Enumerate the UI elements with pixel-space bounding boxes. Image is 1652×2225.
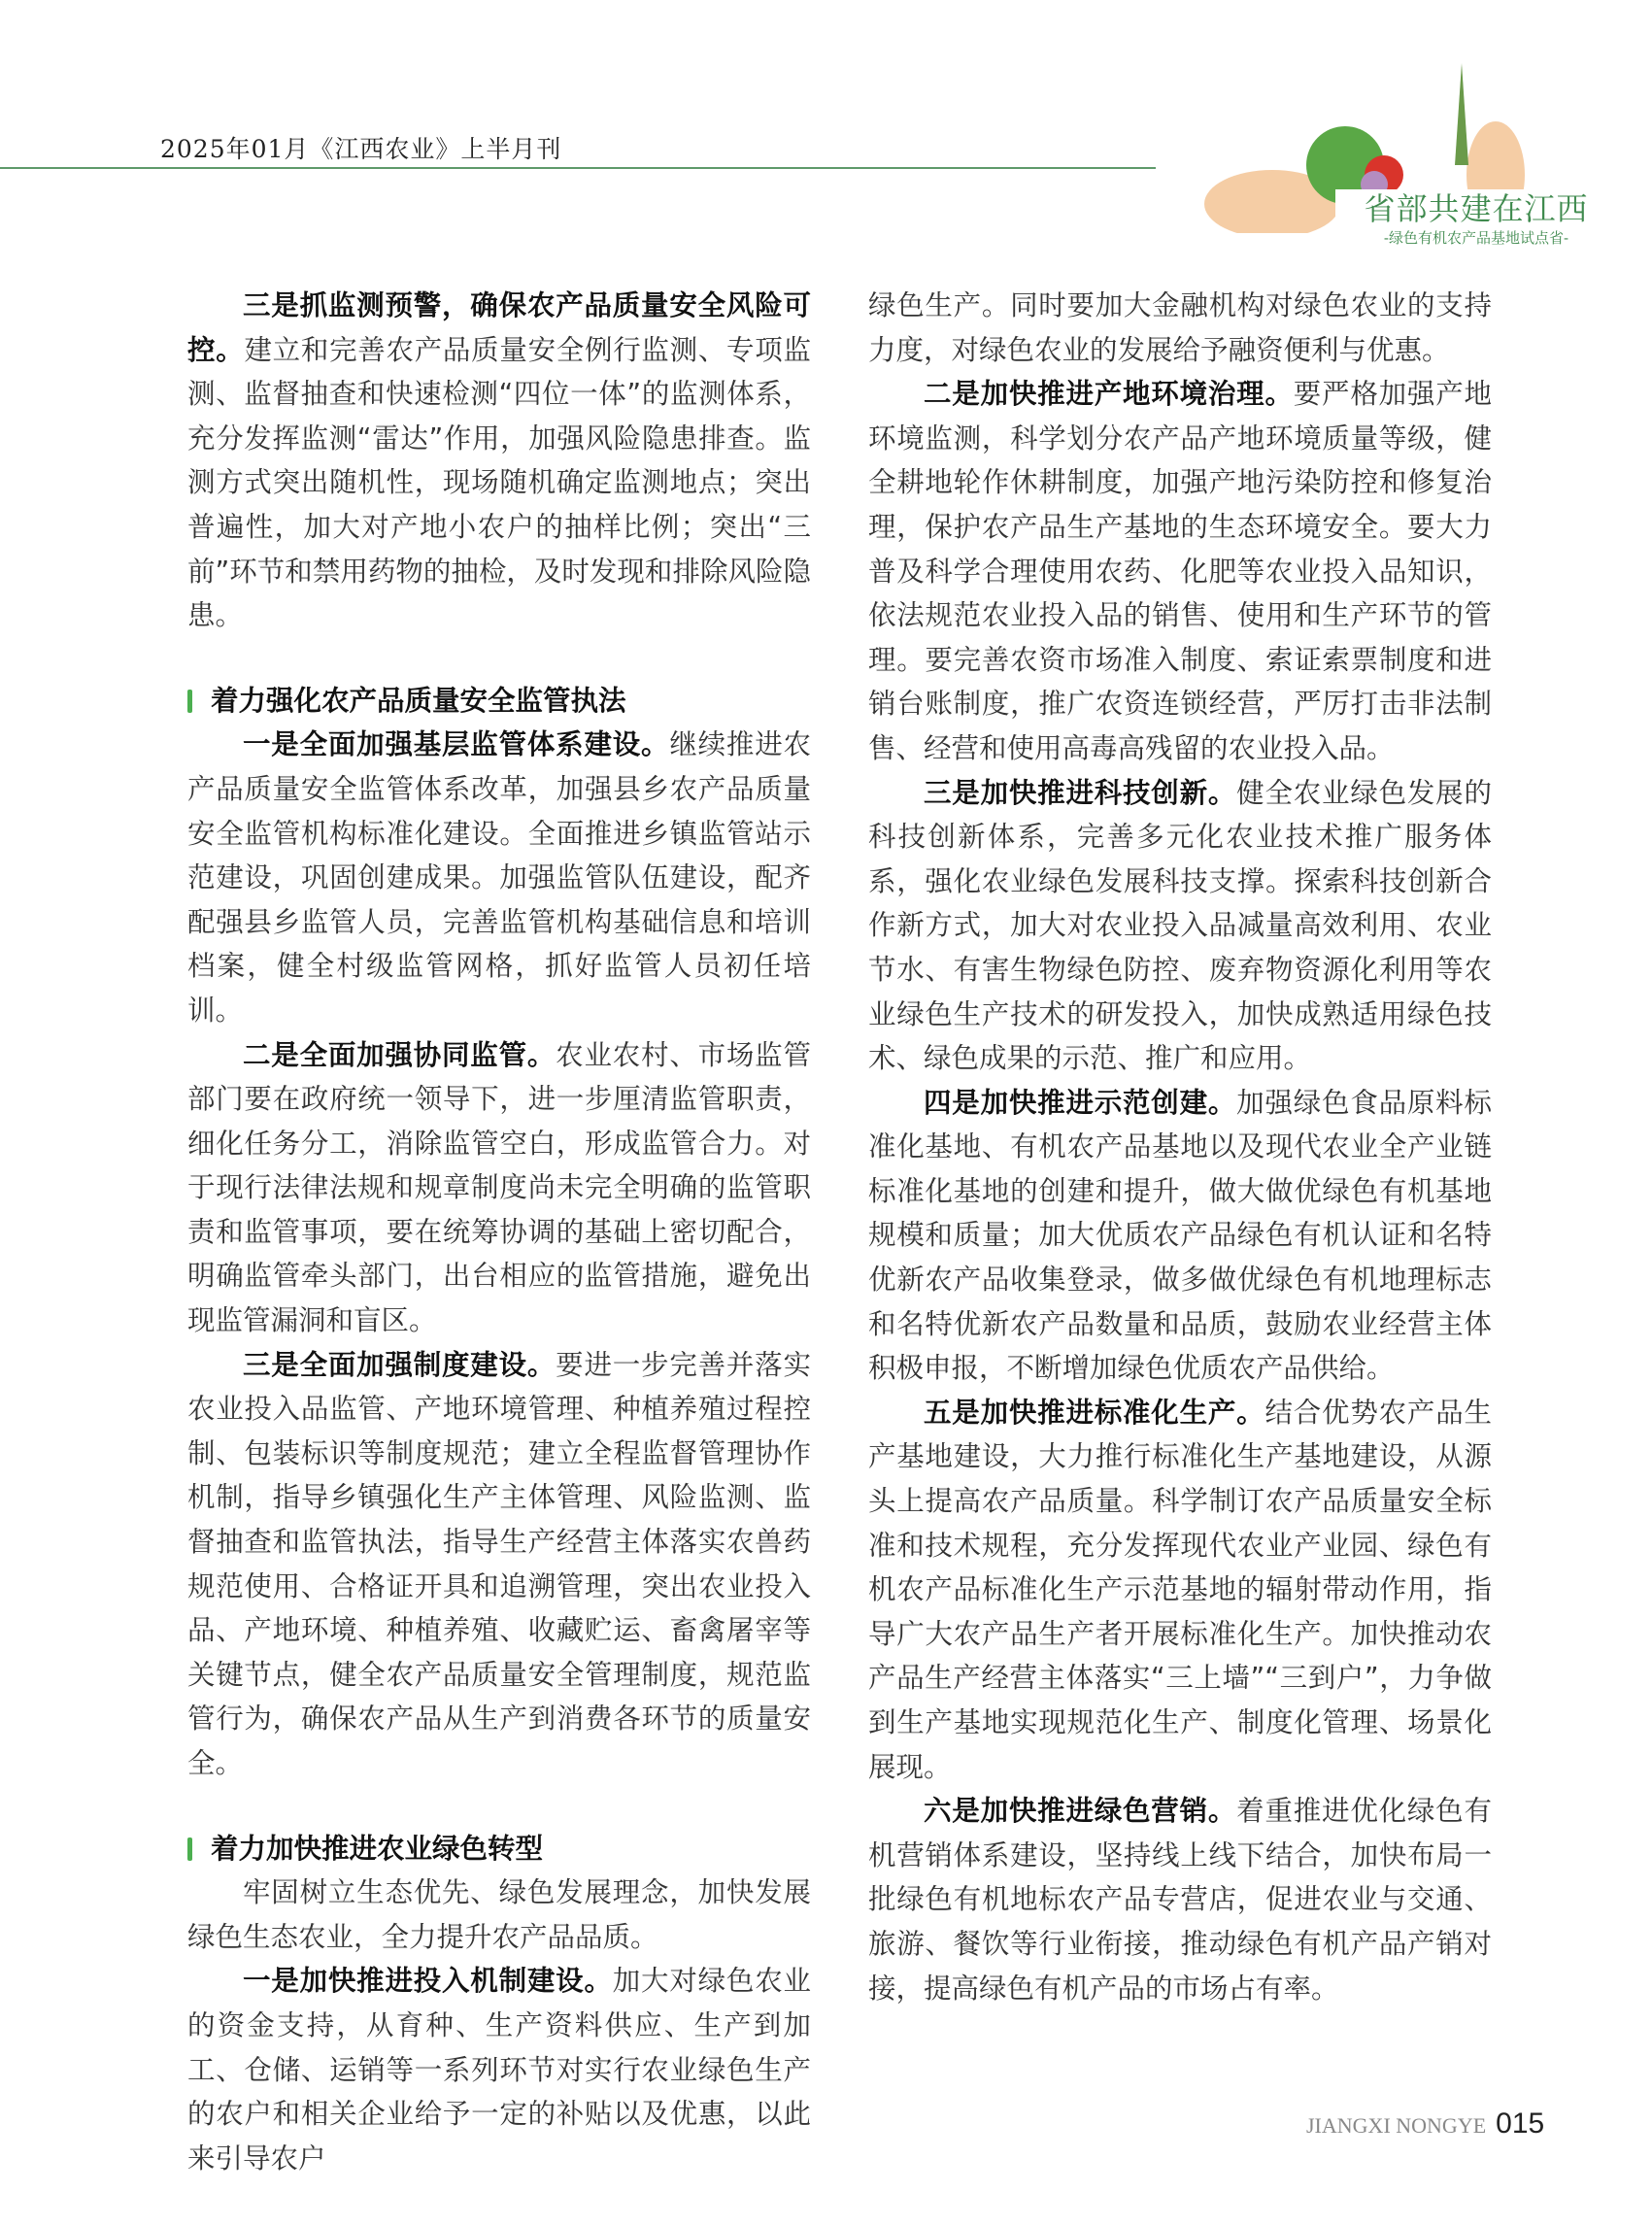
paragraph-lead: 三是抓监测预警，确保农产品质量安全风险可控。: [187, 289, 811, 366]
left-column: [187, 284, 811, 2180]
page-number: 015: [1496, 2107, 1545, 2140]
paragraph: [868, 372, 1492, 770]
paragraph: [187, 1871, 811, 1959]
paragraph-body: 要进一步完善并落实农业投入品监管、产地环境管理、种植养殖过程控制、包装标识等制度规范；建立全程监督管理协作机制，指导乡镇强化生产主体管理、风险监测、监督抽查和监管执法，指导生产经营主体落实农兽药规范使用、合格证开具和追溯管理，突出农业投入品、产地环境、种植养殖、收藏贮运、畜禽屠宰等关键节点，健全农产品质量安全管理制度，规范监管行为，确保农产品从生产到消费各环节的质量安全。: [187, 1348, 811, 1779]
header-divider: [0, 167, 1156, 169]
paragraph-body: 着重推进优化绿色有机营销体系建设，坚持线上线下结合，加快布局一批绿色有机地标农产品专营店，促进农业与交通、旅游、餐饮等行业衔接，推动绿色有机产品产销对接，提高绿色有机产品的市场占有率。: [868, 1795, 1492, 2005]
paragraph-lead: 三是全面加强制度建设。: [243, 1348, 556, 1381]
column-logo: [1127, 58, 1589, 247]
paragraph: [868, 284, 1492, 372]
paragraph: [187, 723, 811, 1032]
section-heading: 着力强化农产品质量安全监管执法: [187, 679, 811, 724]
magazine-name: JIANGXI NONGYE: [1306, 2113, 1487, 2138]
paragraph-body: 牢固树立生态优先、绿色发展理念，加快发展绿色生态农业，全力提升农产品品质。: [187, 1876, 811, 1953]
paragraph: [187, 1033, 811, 1343]
paragraph-lead: 三是加快推进科技创新。: [924, 776, 1237, 809]
issue-header: 2025年01月《江西农业》上半月刊: [160, 135, 562, 163]
paragraph-body: 农业农村、市场监管部门要在政府统一领导下，进一步厘清监管职责，细化任务分工，消除监管空白，形成监管合力。对于现行法律法规和规章制度尚未完全明确的监管职责和监管事项，要在统筹协调的基础上密切配合，明确监管牵头部门，出台相应的监管措施，避免出现监管漏洞和盲区。: [187, 1038, 811, 1337]
paragraph: [868, 771, 1492, 1081]
paragraph-lead: 四是加快推进示范创建。: [924, 1086, 1237, 1119]
right-column: [868, 284, 1492, 2010]
paragraph-body: 健全农业绿色发展的科技创新体系，完善多元化农业技术推广服务体系，强化农业绿色发展科技支撑。探索科技创新合作新方式，加大对农业投入品减量高效利用、农业节水、有害生物绿色防控、废弃物资源化利用等农业绿色生产技术的研发投入，加快成熟适用绿色技术、绿色成果的示范、推广和应用。: [868, 776, 1492, 1075]
paragraph-body: 要严格加强产地环境监测，科学划分农产品产地环境质量等级，健全耕地轮作休耕制度，加强产地污染防控和修复治理，保护农产品生产基地的生态环境安全。要大力普及科学合理使用农药、化肥等农业投入品知识，依法规范农业投入品的销售、使用和生产环节的管理。要完善农资市场准入制度、索证索票制度和进销台账制度，推广农资连锁经营，严厉打击非法制售、经营和使用高毒高残留的农业投入品。: [868, 378, 1492, 764]
paragraph-body: 加强绿色食品原料标准化基地、有机农产品基地以及现代农业全产业链标准化基地的创建和提升，做大做优绿色有机基地规模和质量；加大优质农产品绿色有机认证和名特优新农产品收集登录，做多做优绿色有机地理标志和名特优新农产品数量和品质，鼓励农业经营主体积极申报，不断增加绿色优质农产品供给。: [868, 1086, 1492, 1385]
logo-title: 省部共建在江西: [1364, 190, 1589, 227]
logo-label: [1335, 189, 1617, 252]
paragraph-lead: 六是加快推进绿色营销。: [924, 1795, 1237, 1828]
paragraph-lead: 一是加快推进投入机制建设。: [243, 1965, 613, 1998]
paragraph-body: 建立和完善农产品质量安全例行监测、专项监测、监督抽查和快速检测“四位一体”的监测体系，充分发挥监测“雷达”作用，加强风险隐患排查。监测方式突出随机性，现场随机确定监测地点；突出普遍性，加大对产地小农户的抽样比例；突出“三前”环节和禁用药物的抽检，及时发现和排除风险隐患。: [187, 333, 811, 632]
paragraph-lead: 二是加快推进产地环境治理。: [924, 378, 1294, 411]
paragraph-body: 继续推进农产品质量安全监管体系改革，加强县乡农产品质量安全监管机构标准化建设。全面推进乡镇监管站示范建设，巩固创建成果。加强监管队伍建设，配齐配强县乡监管人员，完善监管机构基础信息和培训档案，健全村级监管网格，抓好监管人员初任培训。: [187, 728, 811, 1027]
paragraph-lead: 一是全面加强基层监管体系建设。: [243, 728, 670, 761]
paragraph-lead: 二是全面加强协同监管。: [243, 1038, 556, 1071]
paragraph: [187, 284, 811, 638]
paragraph: [868, 1789, 1492, 2010]
paragraph-body: 加大对绿色农业的资金支持，从育种、生产资料供应、生产到加工、仓储、运销等一系列环节对实行农业绿色生产的农户和相关企业给予一定的补贴以及优惠，以此来引导农户: [187, 1965, 811, 2174]
paragraph: [187, 1343, 811, 1786]
paragraph: [187, 1959, 811, 2180]
paragraph: [868, 1081, 1492, 1391]
paragraph-body: 结合优势农产品生产基地建设，大力推行标准化生产基地建设，从源头上提高农产品质量。科学制订农产品质量安全标准和技术规程，充分发挥现代农业产业园、绿色有机农产品标准化生产示范基地的辐射带动作用，指导广大农产品生产者开展标准化生产。加快推动农产品生产经营主体落实“三上墙”“三到户”，力争做到生产基地实现规范化生产、制度化管理、场景化展现。: [868, 1396, 1492, 1783]
paragraph-body: 绿色生产。同时要加大金融机构对绿色农业的支持力度，对绿色农业的发展给予融资便利与优惠。: [868, 289, 1492, 366]
paragraph: [868, 1391, 1492, 1789]
logo-subtitle: -绿色有机农产品基地试点省-: [1383, 229, 1569, 247]
section-heading: 着力加快推进农业绿色转型: [187, 1827, 811, 1871]
paragraph-lead: 五是加快推进标准化生产。: [924, 1396, 1265, 1429]
page-footer: [1306, 2107, 1544, 2141]
